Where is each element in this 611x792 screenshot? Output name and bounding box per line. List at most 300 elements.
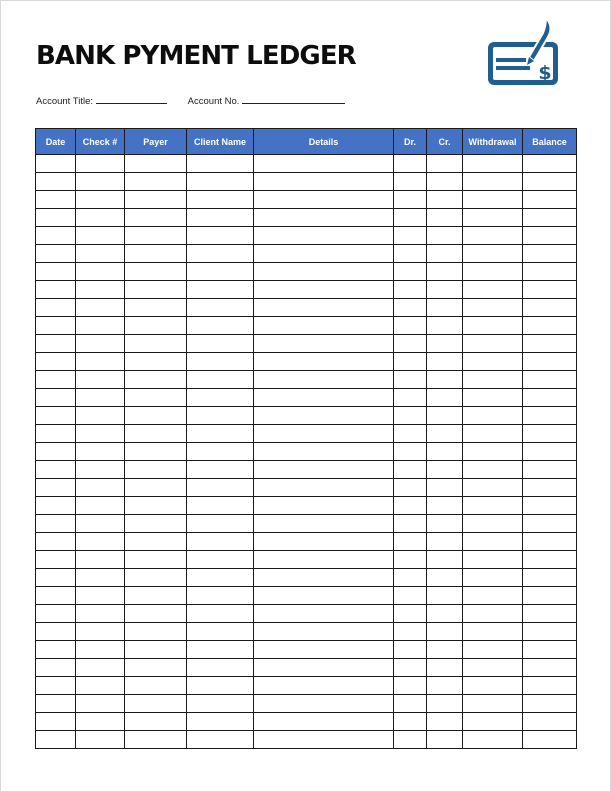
table-cell[interactable] — [254, 461, 394, 479]
table-cell[interactable] — [523, 587, 577, 605]
table-cell[interactable] — [187, 443, 254, 461]
table-cell[interactable] — [523, 155, 577, 173]
table-cell[interactable] — [187, 335, 254, 353]
table-cell[interactable] — [187, 245, 254, 263]
table-cell[interactable] — [427, 587, 463, 605]
table-cell[interactable] — [125, 191, 187, 209]
table-cell[interactable] — [76, 245, 125, 263]
table-cell[interactable] — [463, 695, 523, 713]
table-cell[interactable] — [394, 677, 427, 695]
table-cell[interactable] — [394, 497, 427, 515]
table-cell[interactable] — [523, 443, 577, 461]
table-cell[interactable] — [427, 443, 463, 461]
table-cell[interactable] — [427, 335, 463, 353]
table-cell[interactable] — [125, 623, 187, 641]
table-cell[interactable] — [187, 155, 254, 173]
table-cell[interactable] — [463, 659, 523, 677]
table-cell[interactable] — [394, 371, 427, 389]
table-cell[interactable] — [125, 461, 187, 479]
table-cell[interactable] — [394, 353, 427, 371]
table-cell[interactable] — [125, 443, 187, 461]
table-cell[interactable] — [394, 533, 427, 551]
table-cell[interactable] — [36, 659, 76, 677]
table-cell[interactable] — [427, 551, 463, 569]
table-cell[interactable] — [187, 623, 254, 641]
table-cell[interactable] — [523, 389, 577, 407]
table-cell[interactable] — [125, 281, 187, 299]
table-cell[interactable] — [394, 641, 427, 659]
table-cell[interactable] — [523, 461, 577, 479]
table-cell[interactable] — [427, 173, 463, 191]
table-cell[interactable] — [523, 731, 577, 749]
table-cell[interactable] — [36, 551, 76, 569]
table-cell[interactable] — [463, 569, 523, 587]
table-cell[interactable] — [76, 497, 125, 515]
table-cell[interactable] — [394, 479, 427, 497]
table-cell[interactable] — [254, 695, 394, 713]
table-cell[interactable] — [394, 155, 427, 173]
table-cell[interactable] — [254, 515, 394, 533]
table-cell[interactable] — [187, 209, 254, 227]
account-number-blank[interactable] — [242, 94, 345, 104]
table-cell[interactable] — [254, 245, 394, 263]
table-cell[interactable] — [523, 677, 577, 695]
table-cell[interactable] — [187, 695, 254, 713]
table-cell[interactable] — [394, 587, 427, 605]
table-cell[interactable] — [76, 515, 125, 533]
table-cell[interactable] — [125, 245, 187, 263]
table-cell[interactable] — [187, 569, 254, 587]
table-cell[interactable] — [463, 155, 523, 173]
table-cell[interactable] — [254, 587, 394, 605]
table-cell[interactable] — [36, 605, 76, 623]
table-cell[interactable] — [427, 479, 463, 497]
table-cell[interactable] — [36, 245, 76, 263]
table-cell[interactable] — [76, 731, 125, 749]
table-cell[interactable] — [463, 335, 523, 353]
table-cell[interactable] — [463, 353, 523, 371]
table-cell[interactable] — [427, 245, 463, 263]
table-cell[interactable] — [187, 299, 254, 317]
table-cell[interactable] — [76, 191, 125, 209]
table-cell[interactable] — [523, 605, 577, 623]
table-cell[interactable] — [187, 605, 254, 623]
table-cell[interactable] — [427, 641, 463, 659]
table-cell[interactable] — [125, 209, 187, 227]
table-cell[interactable] — [36, 515, 76, 533]
table-cell[interactable] — [76, 317, 125, 335]
table-cell[interactable] — [463, 551, 523, 569]
table-cell[interactable] — [523, 569, 577, 587]
table-cell[interactable] — [187, 353, 254, 371]
table-cell[interactable] — [523, 479, 577, 497]
table-cell[interactable] — [427, 191, 463, 209]
table-cell[interactable] — [76, 605, 125, 623]
table-cell[interactable] — [523, 641, 577, 659]
table-cell[interactable] — [125, 317, 187, 335]
table-cell[interactable] — [76, 695, 125, 713]
table-cell[interactable] — [76, 299, 125, 317]
table-cell[interactable] — [187, 263, 254, 281]
table-cell[interactable] — [36, 479, 76, 497]
table-cell[interactable] — [427, 623, 463, 641]
table-cell[interactable] — [427, 209, 463, 227]
table-cell[interactable] — [187, 173, 254, 191]
table-cell[interactable] — [254, 371, 394, 389]
table-cell[interactable] — [187, 587, 254, 605]
table-cell[interactable] — [427, 425, 463, 443]
table-cell[interactable] — [254, 731, 394, 749]
table-cell[interactable] — [523, 371, 577, 389]
table-cell[interactable] — [254, 281, 394, 299]
table-cell[interactable] — [125, 299, 187, 317]
table-cell[interactable] — [36, 335, 76, 353]
table-cell[interactable] — [394, 299, 427, 317]
table-cell[interactable] — [463, 389, 523, 407]
table-cell[interactable] — [125, 407, 187, 425]
table-cell[interactable] — [463, 443, 523, 461]
table-cell[interactable] — [76, 425, 125, 443]
table-cell[interactable] — [187, 281, 254, 299]
table-cell[interactable] — [187, 191, 254, 209]
table-cell[interactable] — [76, 551, 125, 569]
table-cell[interactable] — [125, 173, 187, 191]
table-cell[interactable] — [36, 407, 76, 425]
table-cell[interactable] — [523, 533, 577, 551]
table-cell[interactable] — [254, 263, 394, 281]
table-cell[interactable] — [76, 569, 125, 587]
table-cell[interactable] — [523, 425, 577, 443]
table-cell[interactable] — [394, 695, 427, 713]
table-cell[interactable] — [394, 659, 427, 677]
table-cell[interactable] — [394, 173, 427, 191]
table-cell[interactable] — [463, 191, 523, 209]
table-cell[interactable] — [254, 227, 394, 245]
table-cell[interactable] — [427, 155, 463, 173]
table-cell[interactable] — [463, 227, 523, 245]
table-cell[interactable] — [463, 515, 523, 533]
table-cell[interactable] — [523, 407, 577, 425]
table-cell[interactable] — [254, 389, 394, 407]
table-cell[interactable] — [36, 731, 76, 749]
table-cell[interactable] — [254, 317, 394, 335]
table-cell[interactable] — [125, 677, 187, 695]
table-cell[interactable] — [36, 155, 76, 173]
table-cell[interactable] — [523, 335, 577, 353]
table-cell[interactable] — [427, 659, 463, 677]
account-title-blank[interactable] — [96, 94, 167, 104]
table-cell[interactable] — [76, 659, 125, 677]
table-cell[interactable] — [76, 623, 125, 641]
table-cell[interactable] — [523, 281, 577, 299]
table-cell[interactable] — [523, 659, 577, 677]
table-cell[interactable] — [76, 281, 125, 299]
table-cell[interactable] — [254, 533, 394, 551]
table-cell[interactable] — [463, 407, 523, 425]
table-cell[interactable] — [36, 677, 76, 695]
table-cell[interactable] — [187, 227, 254, 245]
table-cell[interactable] — [76, 407, 125, 425]
table-cell[interactable] — [76, 533, 125, 551]
table-cell[interactable] — [394, 443, 427, 461]
table-cell[interactable] — [36, 569, 76, 587]
table-cell[interactable] — [394, 425, 427, 443]
account-title-field[interactable] — [36, 94, 167, 107]
table-cell[interactable] — [394, 389, 427, 407]
table-cell[interactable] — [76, 155, 125, 173]
table-cell[interactable] — [463, 641, 523, 659]
table-cell[interactable] — [36, 533, 76, 551]
table-cell[interactable] — [187, 515, 254, 533]
table-cell[interactable] — [394, 551, 427, 569]
table-cell[interactable] — [427, 713, 463, 731]
table-cell[interactable] — [523, 317, 577, 335]
table-cell[interactable] — [394, 335, 427, 353]
table-cell[interactable] — [76, 371, 125, 389]
table-cell[interactable] — [394, 227, 427, 245]
account-number-field[interactable] — [188, 94, 346, 107]
table-cell[interactable] — [523, 623, 577, 641]
table-cell[interactable] — [187, 407, 254, 425]
table-cell[interactable] — [187, 533, 254, 551]
table-cell[interactable] — [254, 479, 394, 497]
table-cell[interactable] — [463, 605, 523, 623]
table-cell[interactable] — [523, 497, 577, 515]
table-cell[interactable] — [463, 587, 523, 605]
table-cell[interactable] — [36, 461, 76, 479]
table-cell[interactable] — [187, 389, 254, 407]
table-cell[interactable] — [523, 713, 577, 731]
table-cell[interactable] — [394, 263, 427, 281]
table-cell[interactable] — [463, 173, 523, 191]
table-cell[interactable] — [254, 569, 394, 587]
table-cell[interactable] — [427, 497, 463, 515]
table-cell[interactable] — [254, 353, 394, 371]
table-cell[interactable] — [427, 695, 463, 713]
table-cell[interactable] — [427, 227, 463, 245]
table-cell[interactable] — [394, 731, 427, 749]
table-cell[interactable] — [36, 371, 76, 389]
table-cell[interactable] — [36, 281, 76, 299]
table-cell[interactable] — [125, 227, 187, 245]
table-cell[interactable] — [36, 641, 76, 659]
table-cell[interactable] — [76, 263, 125, 281]
table-cell[interactable] — [427, 281, 463, 299]
table-cell[interactable] — [187, 497, 254, 515]
table-cell[interactable] — [427, 461, 463, 479]
table-cell[interactable] — [523, 245, 577, 263]
table-cell[interactable] — [463, 623, 523, 641]
table-cell[interactable] — [254, 443, 394, 461]
table-cell[interactable] — [463, 371, 523, 389]
table-cell[interactable] — [76, 443, 125, 461]
table-cell[interactable] — [427, 515, 463, 533]
table-cell[interactable] — [125, 389, 187, 407]
table-cell[interactable] — [36, 317, 76, 335]
table-cell[interactable] — [427, 605, 463, 623]
table-cell[interactable] — [463, 731, 523, 749]
table-cell[interactable] — [125, 587, 187, 605]
table-cell[interactable] — [254, 155, 394, 173]
table-cell[interactable] — [523, 227, 577, 245]
table-cell[interactable] — [427, 299, 463, 317]
table-cell[interactable] — [394, 569, 427, 587]
table-cell[interactable] — [463, 713, 523, 731]
table-cell[interactable] — [36, 443, 76, 461]
table-cell[interactable] — [125, 425, 187, 443]
table-cell[interactable] — [125, 569, 187, 587]
table-cell[interactable] — [125, 263, 187, 281]
table-cell[interactable] — [76, 389, 125, 407]
table-cell[interactable] — [254, 659, 394, 677]
table-cell[interactable] — [463, 425, 523, 443]
table-cell[interactable] — [125, 497, 187, 515]
table-cell[interactable] — [427, 389, 463, 407]
table-cell[interactable] — [187, 641, 254, 659]
table-cell[interactable] — [394, 515, 427, 533]
table-cell[interactable] — [463, 281, 523, 299]
table-cell[interactable] — [125, 353, 187, 371]
table-cell[interactable] — [76, 641, 125, 659]
table-cell[interactable] — [125, 551, 187, 569]
table-cell[interactable] — [394, 317, 427, 335]
table-cell[interactable] — [36, 353, 76, 371]
table-cell[interactable] — [523, 515, 577, 533]
table-cell[interactable] — [254, 677, 394, 695]
table-cell[interactable] — [463, 677, 523, 695]
table-cell[interactable] — [523, 551, 577, 569]
table-cell[interactable] — [463, 245, 523, 263]
table-cell[interactable] — [463, 209, 523, 227]
table-cell[interactable] — [36, 713, 76, 731]
table-cell[interactable] — [523, 263, 577, 281]
table-cell[interactable] — [427, 731, 463, 749]
table-cell[interactable] — [187, 677, 254, 695]
table-cell[interactable] — [394, 191, 427, 209]
table-cell[interactable] — [254, 623, 394, 641]
table-cell[interactable] — [187, 713, 254, 731]
table-cell[interactable] — [125, 695, 187, 713]
table-cell[interactable] — [36, 389, 76, 407]
table-cell[interactable] — [523, 191, 577, 209]
table-cell[interactable] — [254, 209, 394, 227]
table-cell[interactable] — [427, 677, 463, 695]
table-cell[interactable] — [254, 641, 394, 659]
table-cell[interactable] — [427, 533, 463, 551]
table-cell[interactable] — [187, 425, 254, 443]
table-cell[interactable] — [463, 479, 523, 497]
table-cell[interactable] — [463, 461, 523, 479]
table-cell[interactable] — [125, 371, 187, 389]
table-cell[interactable] — [36, 173, 76, 191]
table-cell[interactable] — [76, 677, 125, 695]
table-cell[interactable] — [394, 605, 427, 623]
table-cell[interactable] — [394, 623, 427, 641]
table-cell[interactable] — [125, 479, 187, 497]
table-cell[interactable] — [76, 173, 125, 191]
table-cell[interactable] — [394, 713, 427, 731]
table-cell[interactable] — [76, 587, 125, 605]
table-cell[interactable] — [394, 461, 427, 479]
table-cell[interactable] — [427, 407, 463, 425]
table-cell[interactable] — [463, 533, 523, 551]
table-cell[interactable] — [187, 479, 254, 497]
table-cell[interactable] — [427, 371, 463, 389]
table-cell[interactable] — [427, 353, 463, 371]
table-cell[interactable] — [427, 263, 463, 281]
table-cell[interactable] — [254, 713, 394, 731]
table-cell[interactable] — [523, 173, 577, 191]
table-cell[interactable] — [36, 299, 76, 317]
table-cell[interactable] — [394, 209, 427, 227]
table-cell[interactable] — [187, 371, 254, 389]
table-cell[interactable] — [36, 623, 76, 641]
table-cell[interactable] — [254, 605, 394, 623]
table-cell[interactable] — [125, 515, 187, 533]
table-cell[interactable] — [254, 173, 394, 191]
table-cell[interactable] — [254, 551, 394, 569]
table-cell[interactable] — [36, 497, 76, 515]
table-cell[interactable] — [125, 713, 187, 731]
table-cell[interactable] — [36, 587, 76, 605]
table-cell[interactable] — [254, 299, 394, 317]
table-cell[interactable] — [187, 731, 254, 749]
table-cell[interactable] — [187, 317, 254, 335]
table-cell[interactable] — [36, 227, 76, 245]
table-cell[interactable] — [76, 461, 125, 479]
table-cell[interactable] — [523, 209, 577, 227]
table-cell[interactable] — [125, 659, 187, 677]
table-cell[interactable] — [76, 227, 125, 245]
table-cell[interactable] — [36, 191, 76, 209]
table-cell[interactable] — [523, 353, 577, 371]
table-cell[interactable] — [36, 263, 76, 281]
table-cell[interactable] — [427, 569, 463, 587]
table-cell[interactable] — [254, 497, 394, 515]
table-cell[interactable] — [76, 353, 125, 371]
table-cell[interactable] — [254, 407, 394, 425]
table-cell[interactable] — [36, 425, 76, 443]
table-cell[interactable] — [523, 695, 577, 713]
table-cell[interactable] — [36, 695, 76, 713]
table-cell[interactable] — [463, 263, 523, 281]
table-cell[interactable] — [463, 497, 523, 515]
table-cell[interactable] — [125, 533, 187, 551]
table-cell[interactable] — [76, 479, 125, 497]
table-cell[interactable] — [523, 299, 577, 317]
table-cell[interactable] — [394, 407, 427, 425]
table-cell[interactable] — [76, 335, 125, 353]
table-cell[interactable] — [463, 317, 523, 335]
table-cell[interactable] — [427, 317, 463, 335]
table-cell[interactable] — [76, 713, 125, 731]
table-cell[interactable] — [125, 641, 187, 659]
table-cell[interactable] — [254, 191, 394, 209]
table-cell[interactable] — [125, 335, 187, 353]
table-cell[interactable] — [254, 335, 394, 353]
table-cell[interactable] — [394, 281, 427, 299]
table-cell[interactable] — [187, 461, 254, 479]
table-cell[interactable] — [254, 425, 394, 443]
table-cell[interactable] — [125, 731, 187, 749]
table-cell[interactable] — [125, 155, 187, 173]
table-cell[interactable] — [36, 209, 76, 227]
table-cell[interactable] — [76, 209, 125, 227]
table-cell[interactable] — [187, 551, 254, 569]
table-cell[interactable] — [125, 605, 187, 623]
table-cell[interactable] — [187, 659, 254, 677]
table-cell[interactable] — [394, 245, 427, 263]
